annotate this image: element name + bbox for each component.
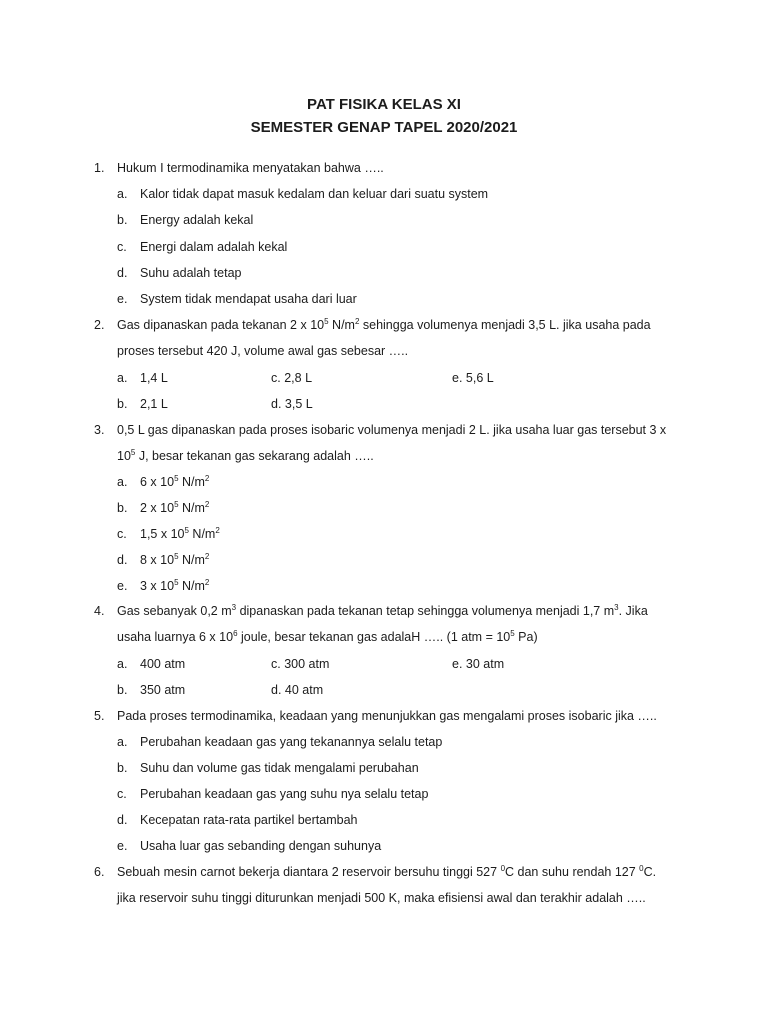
option-d: d. 40 atm	[271, 683, 324, 697]
option-e: e. 30 atm	[452, 657, 505, 671]
question-number: 6.	[94, 865, 105, 879]
option-text: 6 x $10^5$ $N/m^2$	[140, 474, 210, 489]
option-text: Usaha luar gas sebanding dengan suhunya	[140, 839, 382, 853]
option-letter: e.	[117, 579, 128, 593]
option-letter: e.	[117, 292, 128, 306]
option-letter: a.	[117, 735, 128, 749]
question-text: Pada proses termodinamika, keadaan yang menunjukkan gas mengalami proses isobaric jika …..	[117, 709, 657, 723]
question-text: Sebuah mesin carnot bekerja diantara 2 reservoir bersuhu tinggi 527 $^0$C dan suhu rendah 127 $^0$C.	[117, 864, 657, 879]
option-text: Kecepatan rata-rata partikel bertambah	[140, 813, 358, 827]
option-letter: a.	[117, 187, 128, 201]
option-d: d. 3,5 L	[271, 397, 313, 411]
option-letter: c.	[117, 527, 127, 541]
option-letter: c.	[117, 787, 127, 801]
question-text-continued: proses tersebut 420 J, volume awal gas sebesar …..	[117, 344, 409, 358]
option-letter: a.	[117, 657, 128, 671]
option-letter: d.	[117, 813, 128, 827]
question-text-continued: usaha luarnya 6 x $10^6$ joule, besar tekanan gas adalaH ….. (1 atm = $10^5$ Pa)	[117, 629, 538, 644]
exam-subtitle: SEMESTER GENAP TAPEL 2020/2021	[250, 119, 518, 136]
exam-title: PAT FISIKA KELAS XI	[307, 96, 461, 113]
question-text: Gas dipanaskan pada tekanan 2 x $10^5$ $N/m^2$ sehingga volumenya menjadi 3,5 L. jika usaha pada	[117, 317, 651, 332]
option-e: e. 5,6 L	[452, 371, 494, 385]
option-letter: b.	[117, 213, 128, 227]
option-text: 1,5 x $10^5$ $N/m^2$	[140, 526, 220, 541]
option-c: c. 2,8 L	[271, 371, 313, 385]
option-letter: b.	[117, 397, 128, 411]
question-text-continued: jika reservoir suhu tinggi diturunkan menjadi 500 K, maka efisiensi awal dan terakhir adalah …..	[117, 891, 646, 905]
option-text: Suhu dan volume gas tidak mengalami perubahan	[140, 761, 419, 775]
option-text: 1,4 L	[140, 371, 168, 385]
option-text: 3 x $10^5$ $N/m^2$	[140, 578, 210, 593]
question-number: 4.	[94, 604, 105, 618]
option-text: Energy adalah kekal	[140, 213, 254, 227]
option-text: 2 x $10^5$ $N/m^2$	[140, 500, 210, 515]
option-text: 8 x $10^5$ $N/m^2$	[140, 552, 210, 567]
question-text: 0,5 L gas dipanaskan pada proses isobaric volumenya menjadi 2 L. jika usaha luar gas tersebut 3 x	[117, 423, 667, 437]
option-letter: d.	[117, 553, 128, 567]
question-number: 2.	[94, 318, 105, 332]
option-text: 2,1 L	[140, 397, 168, 411]
option-letter: b.	[117, 761, 128, 775]
option-letter: a.	[117, 475, 128, 489]
option-letter: c.	[117, 240, 127, 254]
option-letter: b.	[117, 683, 128, 697]
option-c: c. 300 atm	[271, 657, 330, 671]
option-letter: d.	[117, 266, 128, 280]
option-text: Perubahan keadaan gas yang tekanannya selalu tetap	[140, 735, 443, 749]
option-text: Suhu adalah tetap	[140, 266, 242, 280]
option-text: 400 atm	[140, 657, 186, 671]
option-text: Kalor tidak dapat masuk kedalam dan keluar dari suatu system	[140, 187, 489, 201]
question-text: Hukum I termodinamika menyatakan bahwa …..	[117, 161, 384, 175]
option-text: 350 atm	[140, 683, 186, 697]
question-text-continued: $10^5$ J, besar tekanan gas sekarang adalah …..	[117, 448, 374, 463]
question-number: 5.	[94, 709, 105, 723]
option-letter: a.	[117, 371, 128, 385]
option-text: Perubahan keadaan gas yang suhu nya selalu tetap	[140, 787, 429, 801]
option-text: Energi dalam adalah kekal	[140, 240, 288, 254]
question-number: 1.	[94, 161, 105, 175]
option-letter: b.	[117, 501, 128, 515]
question-number: 3.	[94, 423, 105, 437]
option-letter: e.	[117, 839, 128, 853]
option-text: System tidak mendapat usaha dari luar	[140, 292, 357, 306]
question-text: Gas sebanyak 0,2 $m^3$ dipanaskan pada tekanan tetap sehingga volumenya menjadi 1,7 $m^3$. Jika	[117, 603, 648, 618]
